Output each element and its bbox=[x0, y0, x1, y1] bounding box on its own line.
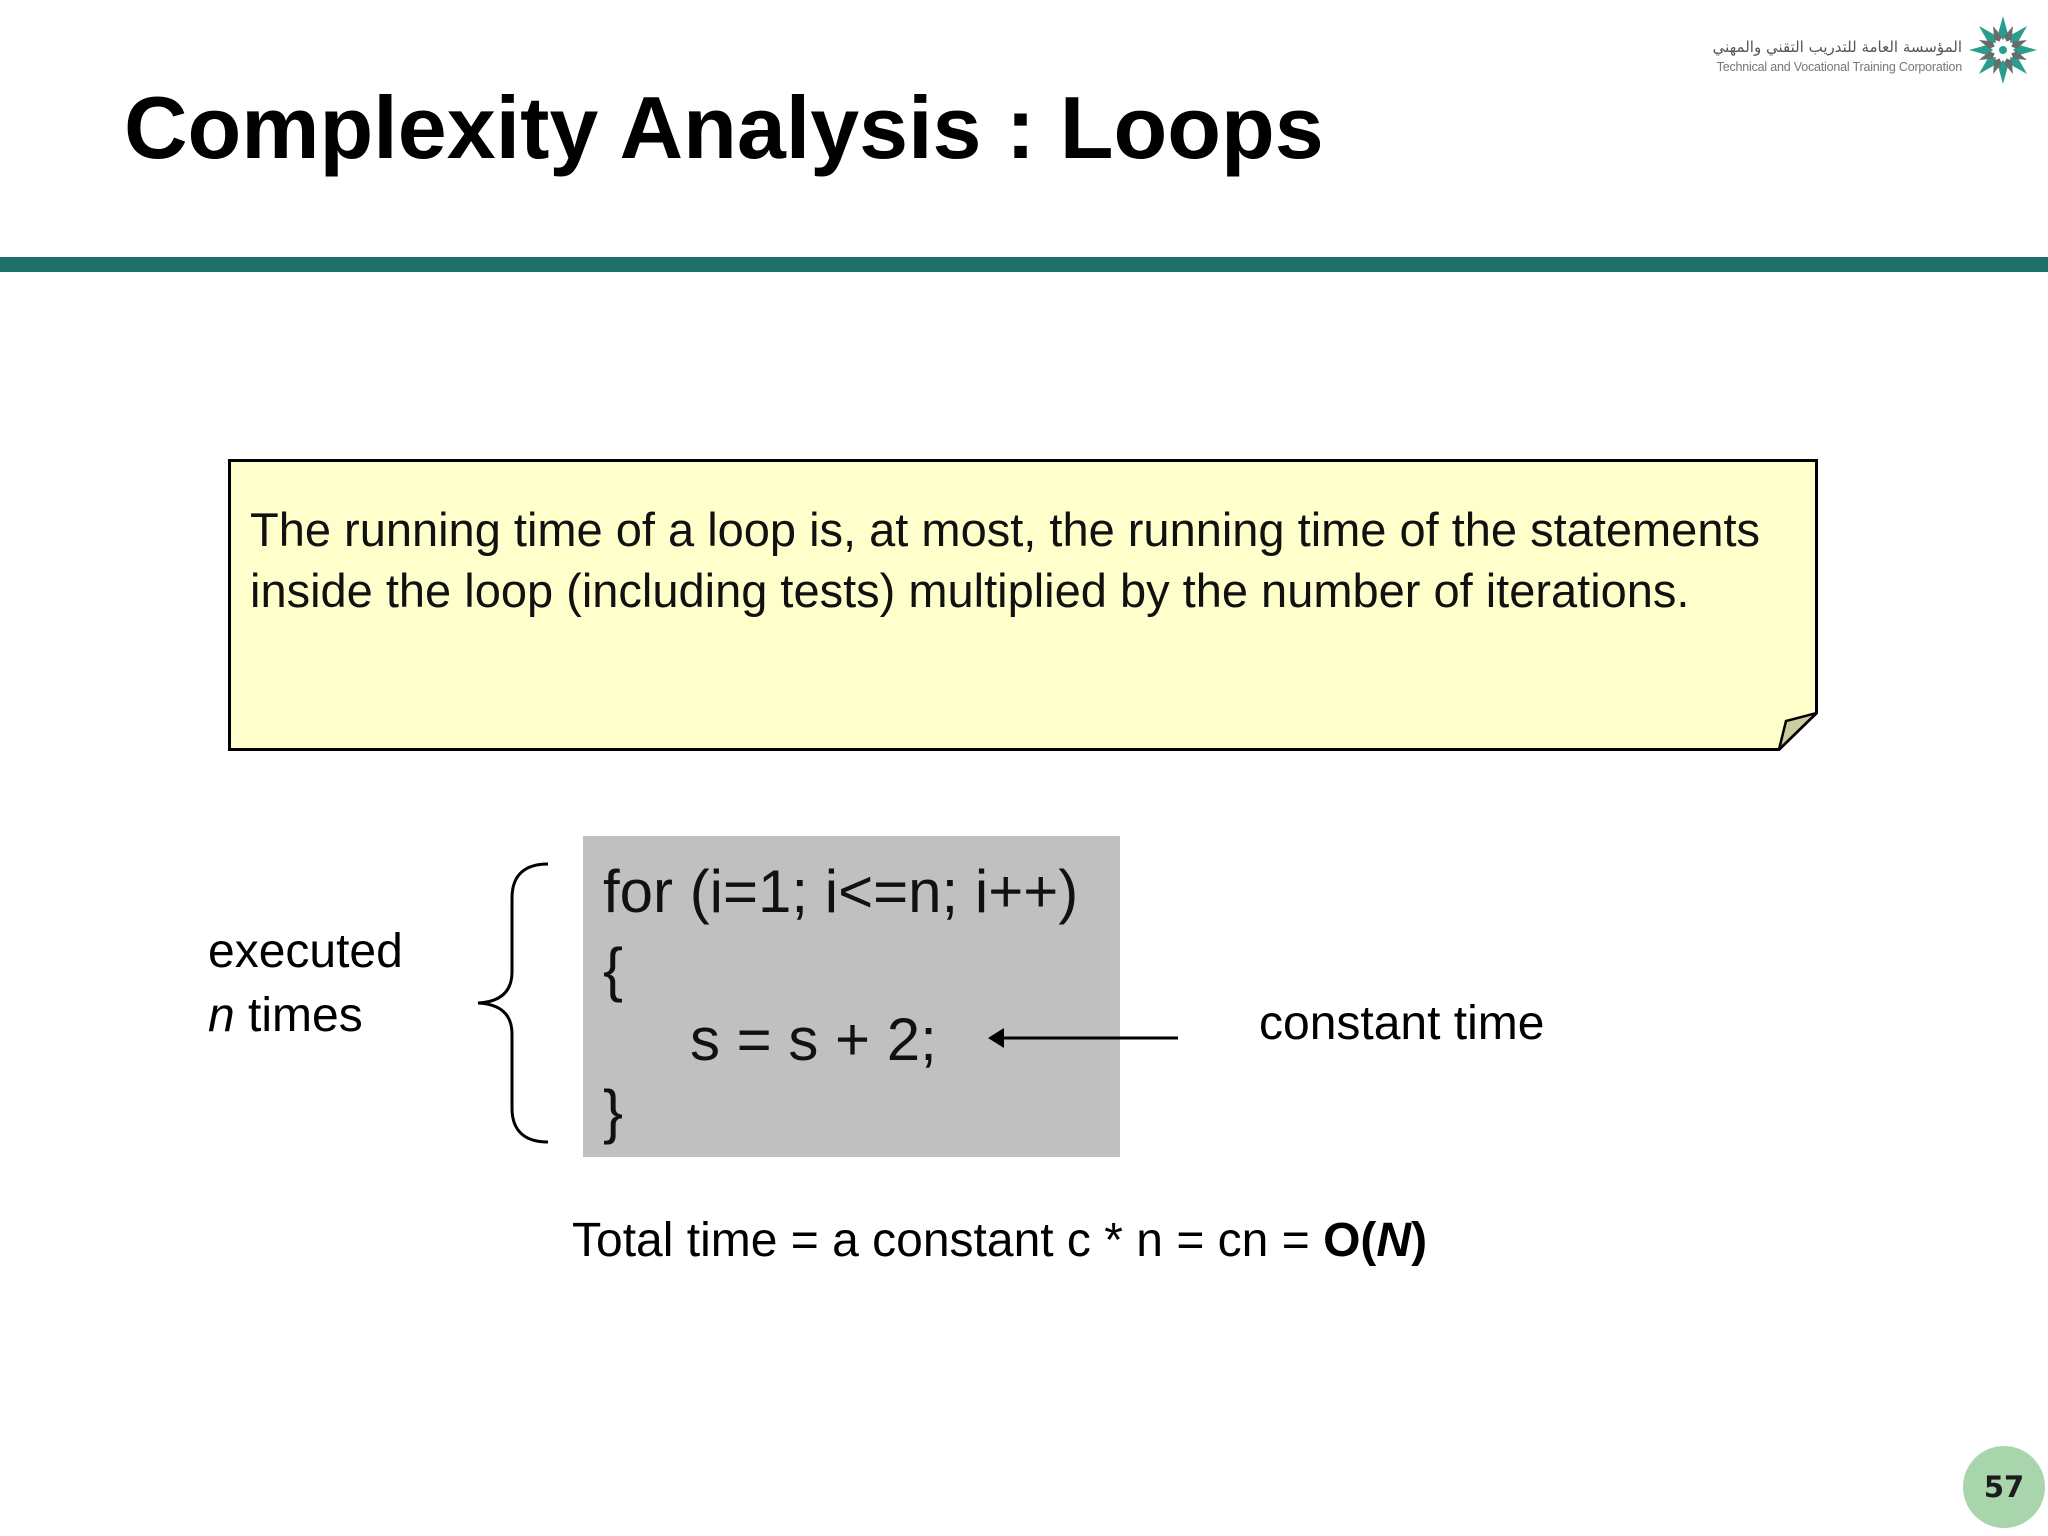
logo-english-name: Technical and Vocational Training Corporation bbox=[1716, 60, 1962, 74]
total-prefix: Total time = a constant c * n = cn = bbox=[572, 1214, 1324, 1267]
note-text: The running time of a loop is, at most, the running time of the statements inside the loop (including tests) multiplied by the number of iterations. bbox=[250, 503, 1761, 617]
tvtc-star-logo-icon bbox=[1968, 8, 2038, 94]
left-arrow-icon bbox=[986, 1020, 1180, 1056]
title-divider bbox=[0, 257, 2048, 272]
constant-time-label: constant time bbox=[1259, 997, 1545, 1050]
executed-label bbox=[208, 920, 403, 1048]
logo bbox=[1712, 8, 2040, 94]
executed-times: times bbox=[234, 989, 363, 1042]
slide-title: Complexity Analysis : Loops bbox=[124, 78, 1324, 177]
page-number-badge: 57 bbox=[1963, 1446, 2045, 1528]
big-o-close: ) bbox=[1411, 1214, 1428, 1267]
total-time-formula bbox=[572, 1213, 1427, 1268]
code-line-statement: s = s + 2; bbox=[690, 1006, 937, 1073]
code-line-open-brace: { bbox=[603, 936, 624, 1003]
big-o-n: N bbox=[1376, 1214, 1412, 1267]
note-callout bbox=[228, 459, 1818, 751]
left-brace-icon bbox=[470, 862, 550, 1144]
executed-line2 bbox=[208, 984, 403, 1048]
code-block bbox=[583, 836, 1120, 1157]
executed-line1: executed bbox=[208, 925, 403, 978]
code-line-close-brace: } bbox=[603, 1078, 624, 1145]
code-line-for: for (i=1; i<=n; i++) bbox=[603, 858, 1079, 925]
big-o-open: O( bbox=[1323, 1214, 1377, 1267]
logo-arabic-name: المؤسسة العامة للتدريب التقني والمهني bbox=[1712, 38, 1962, 56]
executed-n: n bbox=[208, 989, 235, 1042]
